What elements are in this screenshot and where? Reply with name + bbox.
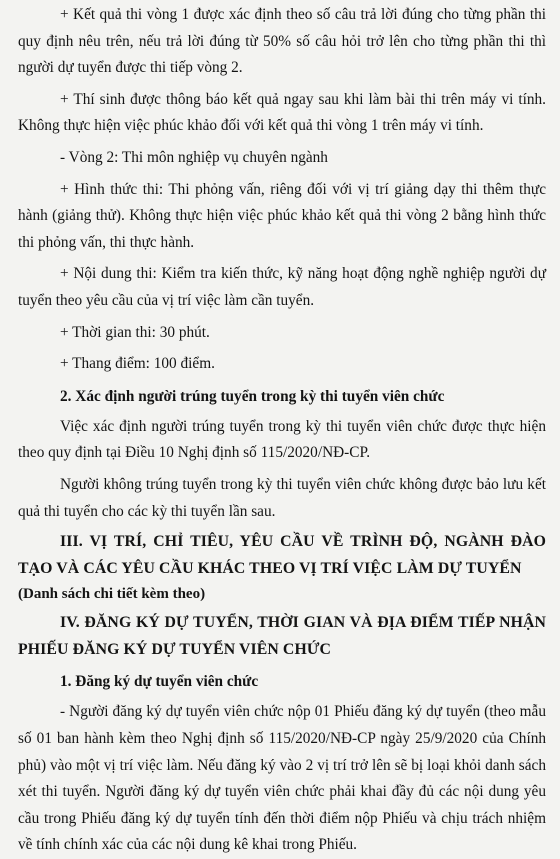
exam-duration-paragraph: + Thời gian thi: 30 phút. <box>60 323 210 341</box>
detail-list-note: (Danh sách chi tiết kèm theo) <box>18 586 206 603</box>
winner-determination-heading: 2. Xác định người trúng tuyển trong kỳ thi tuyển viên chức <box>60 387 445 405</box>
round2-paragraph: - Vòng 2: Thi môn nghiệp vụ chuyên ngành <box>60 148 328 166</box>
exam-content-paragraph: + Nội dung thi: Kiểm tra kiến thức, kỹ năng hoạt động nghề nghiệp người dự tuyển theo yêu cầu của vị trí việc làm cần tuyển. <box>18 265 546 309</box>
section-iii-heading: III. VỊ TRÍ, CHỈ TIÊU, YÊU CẦU VỀ TRÌNH ĐỘ, NGÀNH ĐÀO TẠO VÀ CÁC YÊU CẦU KHÁC THEO VỊ TRÍ VIỆC LÀM DỰ TUYỂN <box>18 533 546 577</box>
section-iv-heading: IV. ĐĂNG KÝ DỰ TUYỂN, THỜI GIAN VÀ ĐỊA ĐIỂM TIẾP NHẬN PHIẾU ĐĂNG KÝ DỰ TUYỂN VIÊN CHỨC <box>18 614 546 658</box>
round1-result-paragraph: + Kết quả thi vòng 1 được xác định theo số câu trả lời đúng cho từng phần thi quy định nêu trên, nếu trả lời đúng từ 50% số câu hỏi trở lên cho từng phần thi thì người dự tuyển được thi tiếp vòng 2. <box>18 6 546 77</box>
exam-format-paragraph: + Hình thức thi: Thi phỏng vấn, riêng đối với vị trí giảng dạy thi thêm thực hành (giảng thử). Không thực hiện việc phúc khảo kết quả thi vòng 2 bằng hình thức thi phỏng vấn, thi thực hành. <box>18 180 546 251</box>
no-reserve-paragraph: Người không trúng tuyển trong kỳ thi tuyển viên chức không được bảo lưu kết quả thi tuyển cho các kỳ thi tuyển lần sau. <box>18 475 546 520</box>
registration-paragraph: - Người đăng ký dự tuyển viên chức nộp 01 Phiếu đăng ký dự tuyển (theo mẫu số 01 ban hành kèm theo Nghị định số 115/2020/NĐ-CP ngày 25/9/2020 của Chính phủ) vào một vị trí việc làm. Nếu đăng ký vào 2 vị trí trở lên sẽ bị loại khỏi danh sách xét thi tuyển. Người đăng ký dự tuyển viên chức phải khai đầy đủ các nội dung yêu cầu trong Phiếu đăng ký dự tuyển tính đến thời điểm nộp Phiếu và chịu trách nhiệm về tính chính xác của các nội dung kê khai trong Phiếu. <box>18 703 546 854</box>
winner-rule-paragraph: Việc xác định người trúng tuyển trong kỳ thi tuyển viên chức được thực hiện theo quy định tại Điều 10 Nghị định số 115/2020/NĐ-CP. <box>18 417 546 462</box>
computer-test-notice-paragraph: + Thí sinh được thông báo kết quả ngay sau khi làm bài thi trên máy vi tính. Không thực hiện việc phúc khảo đối với kết quả thi vòng 1 trên máy vi tính. <box>18 90 546 135</box>
grading-scale-paragraph: + Thang điểm: 100 điểm. <box>60 355 215 373</box>
registration-heading: 1. Đăng ký dự tuyển viên chức <box>60 673 259 691</box>
